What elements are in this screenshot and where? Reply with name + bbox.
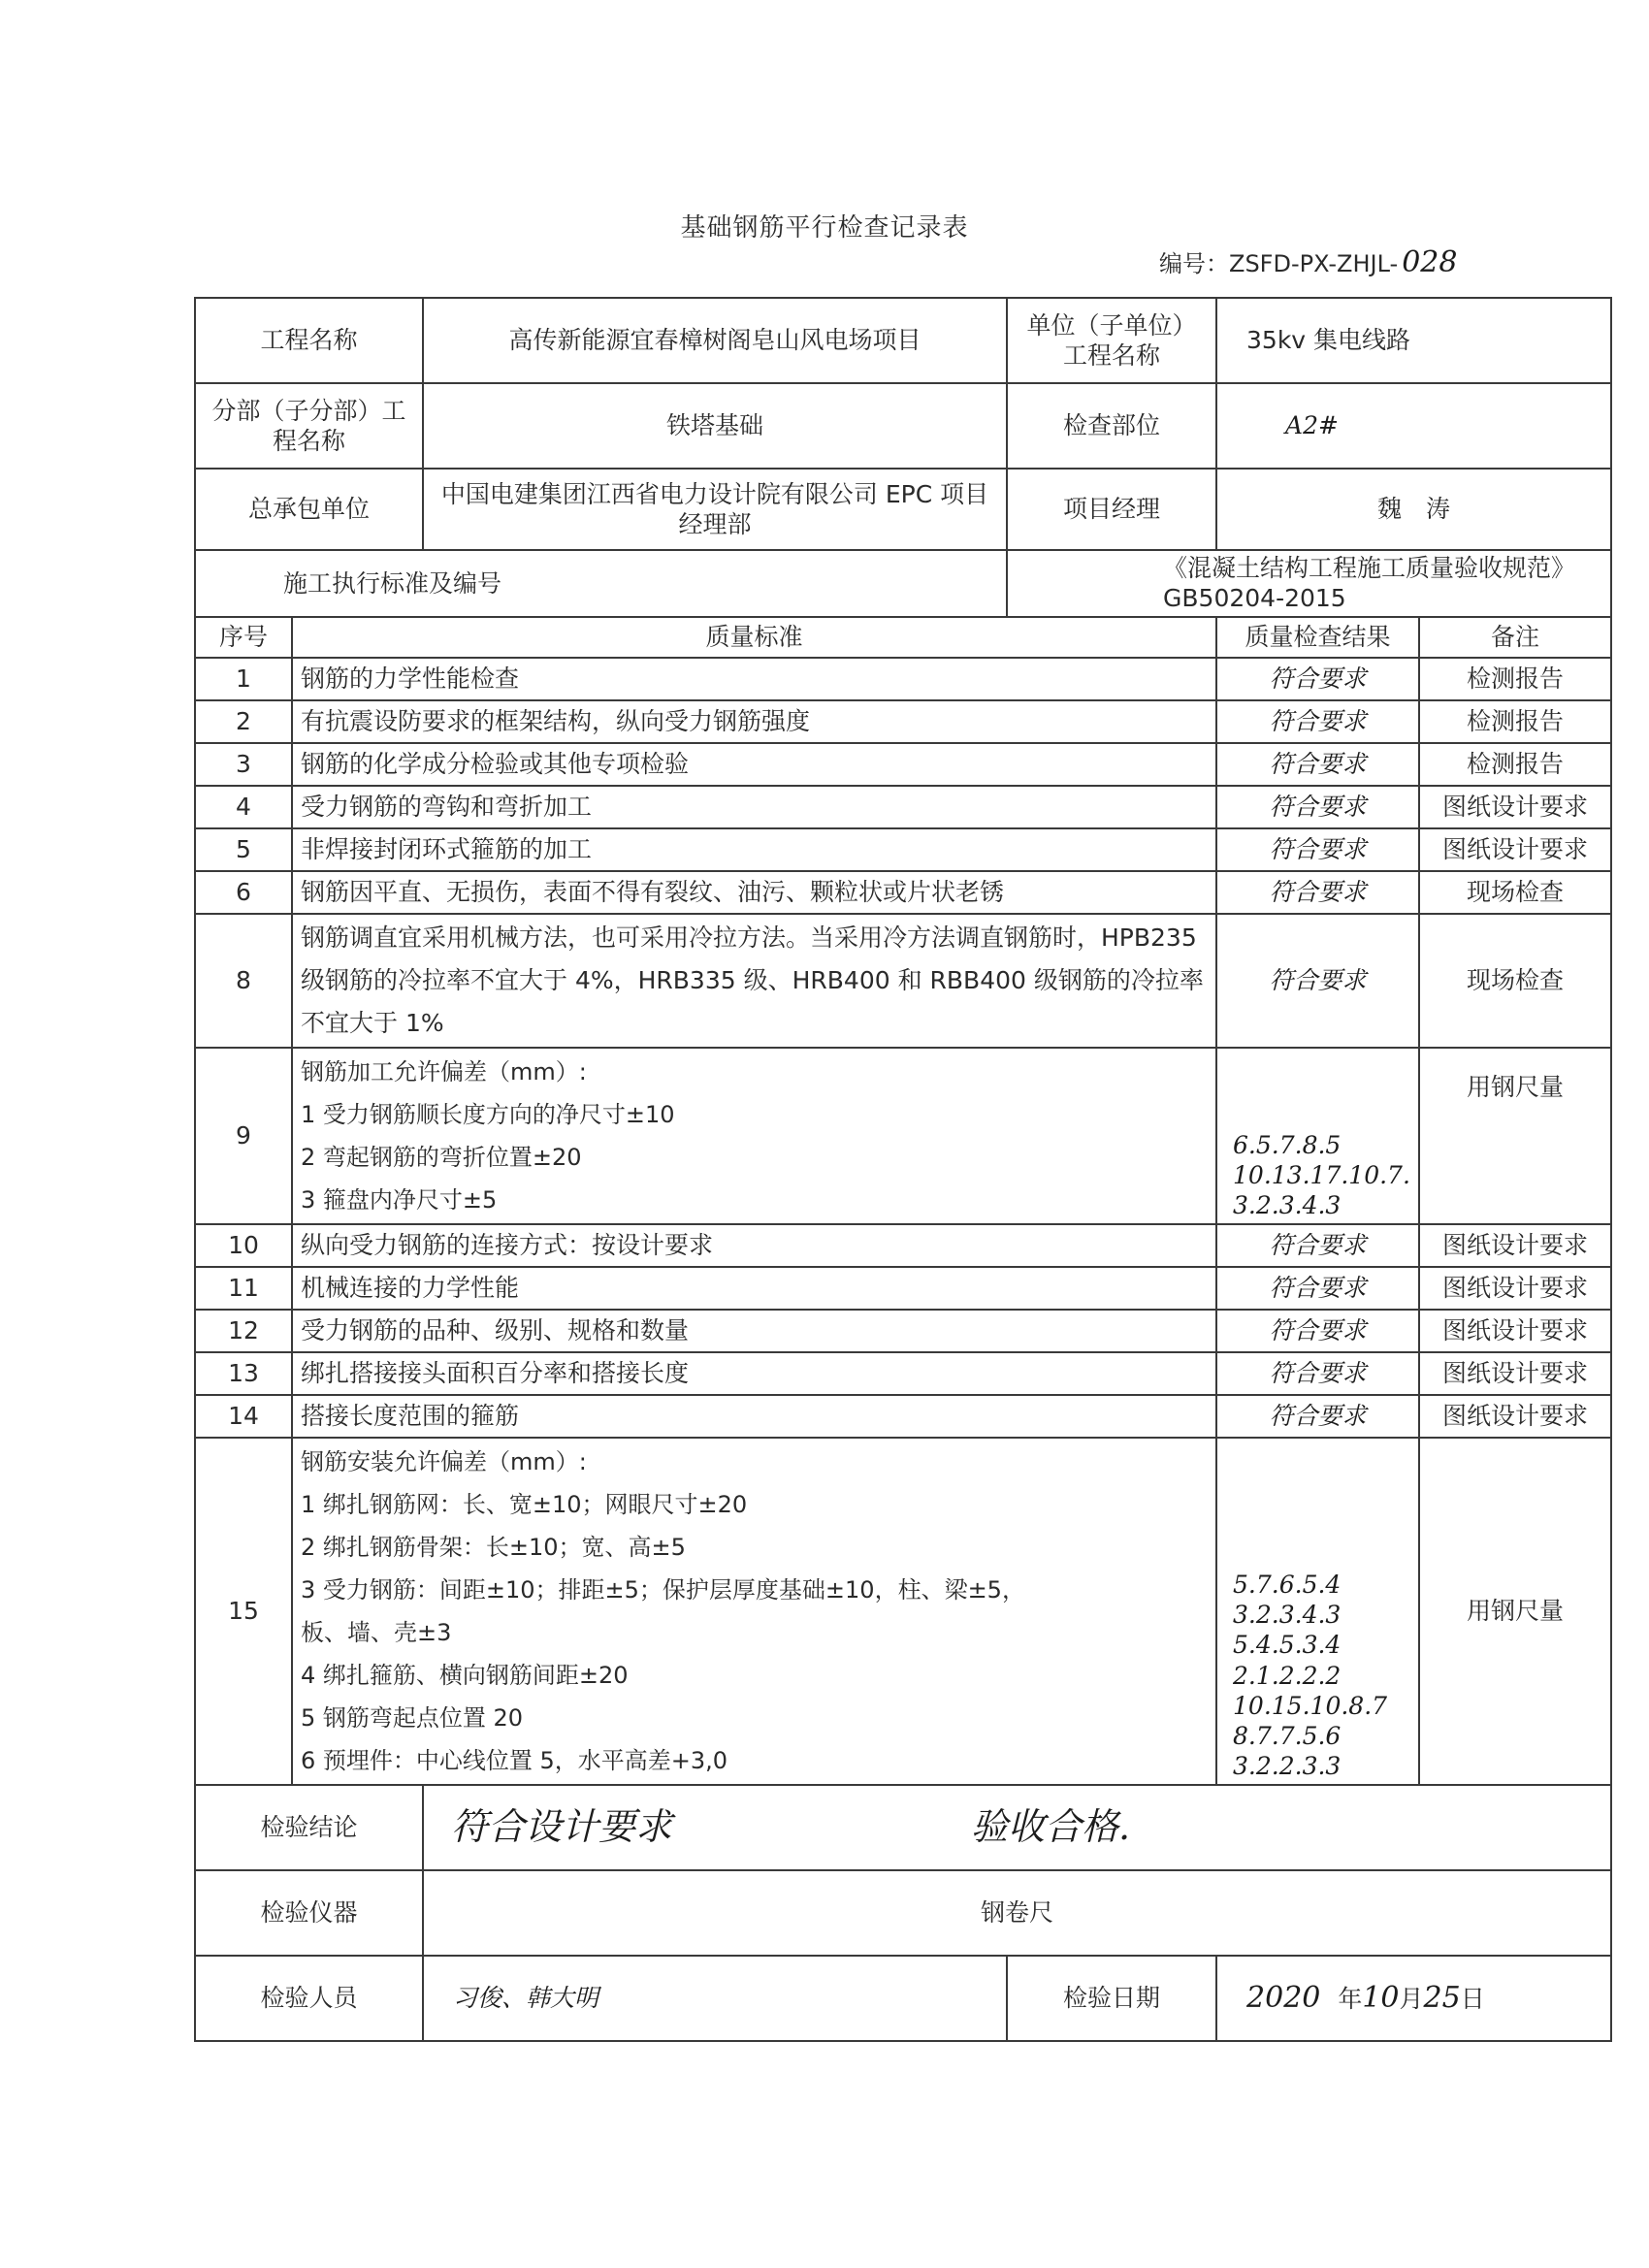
row-number: 8 (195, 914, 292, 1048)
row-result: 符合要求 (1216, 828, 1419, 871)
row9-standard (292, 1048, 1216, 1224)
table-row (195, 786, 1611, 828)
row-number: 4 (195, 786, 292, 828)
row-remark: 检测报告 (1419, 658, 1611, 700)
row9-line: 钢筋加工允许偏差（mm）: (301, 1057, 587, 1085)
row9-line: 1 受力钢筋顺长度方向的净尺寸±10 (301, 1100, 675, 1128)
column-header-no: 序号 (195, 617, 292, 658)
conclusion-label: 检验结论 (195, 1785, 423, 1870)
row-result: 符合要求 (1216, 1267, 1419, 1310)
row-number: 1 (195, 658, 292, 700)
row-standard: 钢筋调直宜采用机械方法，也可采用冷拉方法。当采用冷方法调直钢筋时，HPB235 级钢筋的冷拉率不宜大于 4%，HRB335 级、HRB400 和 RBB400 级钢筋的冷拉率不宜大于 1% (292, 914, 1216, 1048)
table-row (195, 1267, 1611, 1310)
table-row (195, 914, 1611, 1048)
row-number: 14 (195, 1395, 292, 1438)
row-number: 13 (195, 1352, 292, 1395)
row-number: 11 (195, 1267, 292, 1310)
row15-line: 钢筋安装允许偏差（mm）: (301, 1447, 587, 1475)
table-row (195, 1310, 1611, 1352)
row-standard: 钢筋的力学性能检查 (292, 658, 1216, 700)
sub-project-name: 铁塔基础 (423, 383, 1007, 469)
row15-line: 5 钢筋弯起点位置 20 (301, 1703, 524, 1732)
row9-line: 3 箍盘内净尺寸±5 (301, 1185, 498, 1214)
row-remark: 检测报告 (1419, 700, 1611, 743)
row-number: 6 (195, 871, 292, 914)
row-result: 符合要求 (1216, 658, 1419, 700)
unit-name-label: 单位（子单位）工程名称 (1007, 298, 1216, 383)
contractor: 中国电建集团江西省电力设计院有限公司 EPC 项目经理部 (423, 469, 1007, 550)
record-number-label: 编号：ZSFD-PX-ZHJL- (1159, 250, 1399, 277)
row9-value: 3.2.3.4.3 (1233, 1191, 1342, 1220)
column-header-remark: 备注 (1419, 617, 1611, 658)
row-standard: 机械连接的力学性能 (292, 1267, 1216, 1310)
row-remark: 图纸设计要求 (1419, 1267, 1611, 1310)
project-name-label: 工程名称 (195, 298, 423, 383)
row15-value: 5.4.5.3.4 (1233, 1631, 1342, 1660)
date-day: 25 (1423, 1980, 1461, 2015)
record-number-handwritten: 028 (1402, 245, 1458, 279)
row-result: 符合要求 (1216, 871, 1419, 914)
row-standard: 钢筋的化学成分检验或其他专项检验 (292, 743, 1216, 786)
row-number: 2 (195, 700, 292, 743)
row-result: 符合要求 (1216, 743, 1419, 786)
month-unit: 月 (1399, 1984, 1424, 2013)
table-row (195, 1395, 1611, 1438)
instrument: 钢卷尺 (423, 1870, 1611, 1956)
row15-line: 3 受力钢筋：间距±10；排距±5；保护层厚度基础±10，柱、梁±5， (301, 1575, 1025, 1604)
row-result: 符合要求 (1216, 700, 1419, 743)
row-number: 5 (195, 828, 292, 871)
row-remark: 图纸设计要求 (1419, 1352, 1611, 1395)
table-row-row9 (195, 1048, 1611, 1224)
row-remark: 现场检查 (1419, 871, 1611, 914)
row9-line: 2 弯起钢筋的弯折位置±20 (301, 1143, 582, 1171)
row-standard: 有抗震设防要求的框架结构，纵向受力钢筋强度 (292, 700, 1216, 743)
table-row (195, 1352, 1611, 1395)
row-result: 符合要求 (1216, 914, 1419, 1048)
row-number: 3 (195, 743, 292, 786)
row-remark: 图纸设计要求 (1419, 1224, 1611, 1267)
contractor-label: 总承包单位 (195, 469, 423, 550)
date-month: 10 (1362, 1980, 1400, 2015)
row9-remark: 用钢尺量 (1419, 1048, 1611, 1224)
standard-code: 《混凝土结构工程施工质量验收规范》GB50204-2015 (1007, 550, 1611, 617)
inspectors-label: 检验人员 (195, 1956, 423, 2041)
sub-project-label: 分部（子分部）工程名称 (195, 383, 423, 469)
row-result: 符合要求 (1216, 1352, 1419, 1395)
conclusion-text: 符合设计要求 (451, 1804, 673, 1848)
row-remark: 图纸设计要求 (1419, 786, 1611, 828)
table-row (195, 700, 1611, 743)
row-standard: 绑扎搭接接头面积百分率和搭接长度 (292, 1352, 1216, 1395)
instrument-label: 检验仪器 (195, 1870, 423, 1956)
row15-standard (292, 1438, 1216, 1785)
table-row (195, 658, 1611, 700)
unit-name: 35kv 集电线路 (1216, 298, 1611, 383)
conclusion-note: 验收合格. (970, 1804, 1131, 1848)
table-row (195, 1224, 1611, 1267)
project-manager-label: 项目经理 (1007, 469, 1216, 550)
row-remark: 图纸设计要求 (1419, 1310, 1611, 1352)
project-name: 高传新能源宜春樟树阁皂山风电场项目 (423, 298, 1007, 383)
row15-line: 6 预埋件：中心线位置 5，水平高差+3,0 (301, 1746, 728, 1774)
document-title: 基础钢筋平行检查记录表 (680, 213, 969, 243)
row15-value: 5.7.6.5.4 (1233, 1570, 1342, 1599)
row15-value: 10.15.10.8.7 (1233, 1691, 1388, 1720)
row9-number: 9 (195, 1048, 292, 1224)
row-standard: 搭接长度范围的箍筋 (292, 1395, 1216, 1438)
year-unit: 年 (1338, 1984, 1363, 2013)
row15-values (1216, 1438, 1419, 1785)
inspector-signatures: 习俊、韩大明 (423, 1956, 1007, 2041)
row-result: 符合要求 (1216, 1395, 1419, 1438)
row15-remark: 用钢尺量 (1419, 1438, 1611, 1785)
row15-value: 3.2.3.4.3 (1233, 1601, 1342, 1629)
row15-line: 4 绑扎箍筋、横向钢筋间距±20 (301, 1661, 629, 1689)
row-remark: 图纸设计要求 (1419, 828, 1611, 871)
row15-line: 1 绑扎钢筋网：长、宽±10；网眼尺寸±20 (301, 1490, 748, 1518)
inspection-location-label: 检查部位 (1007, 383, 1216, 469)
row-standard: 钢筋因平直、无损伤，表面不得有裂纹、油污、颗粒状或片状老锈 (292, 871, 1216, 914)
row15-number: 15 (195, 1438, 292, 1785)
row-number: 12 (195, 1310, 292, 1352)
standard-label: 施工执行标准及编号 (195, 550, 1007, 617)
row-standard: 纵向受力钢筋的连接方式：按设计要求 (292, 1224, 1216, 1267)
inspection-date (1216, 1956, 1611, 2041)
row9-values (1216, 1048, 1419, 1224)
row-result: 符合要求 (1216, 1224, 1419, 1267)
table-row (195, 743, 1611, 786)
row-remark: 检测报告 (1419, 743, 1611, 786)
table-row-row15 (195, 1438, 1611, 1785)
row15-value: 2.1.2.2.2 (1233, 1661, 1342, 1690)
day-unit: 日 (1460, 1984, 1485, 2013)
row9-value: 10.13.17.10.7. (1233, 1161, 1410, 1189)
date-year: 2020 (1246, 1980, 1321, 2015)
column-header-result: 质量检查结果 (1216, 617, 1419, 658)
row-standard: 受力钢筋的弯钩和弯折加工 (292, 786, 1216, 828)
row15-line: 2 绑扎钢筋骨架：长±10；宽、高±5 (301, 1533, 686, 1561)
row-remark: 图纸设计要求 (1419, 1395, 1611, 1438)
row9-value: 6.5.7.8.5 (1233, 1130, 1342, 1159)
table-row (195, 828, 1611, 871)
row15-value: 3.2.2.3.3 (1233, 1752, 1342, 1781)
row-remark: 现场检查 (1419, 914, 1611, 1048)
column-header-standard: 质量标准 (292, 617, 1216, 658)
row15-line: 板、墙、壳±3 (301, 1618, 452, 1646)
row-standard: 非焊接封闭环式箍筋的加工 (292, 828, 1216, 871)
inspection-location: A2# (1216, 383, 1611, 469)
row-standard: 受力钢筋的品种、级别、规格和数量 (292, 1310, 1216, 1352)
inspection-table (194, 297, 1612, 2042)
record-number (1159, 244, 1457, 279)
row-number: 10 (195, 1224, 292, 1267)
table-row (195, 871, 1611, 914)
project-manager: 魏 涛 (1216, 469, 1611, 550)
row-result: 符合要求 (1216, 786, 1419, 828)
inspection-date-label: 检验日期 (1007, 1956, 1216, 2041)
conclusion (423, 1785, 1611, 1870)
row15-value: 8.7.7.5.6 (1233, 1722, 1342, 1750)
row-result: 符合要求 (1216, 1310, 1419, 1352)
